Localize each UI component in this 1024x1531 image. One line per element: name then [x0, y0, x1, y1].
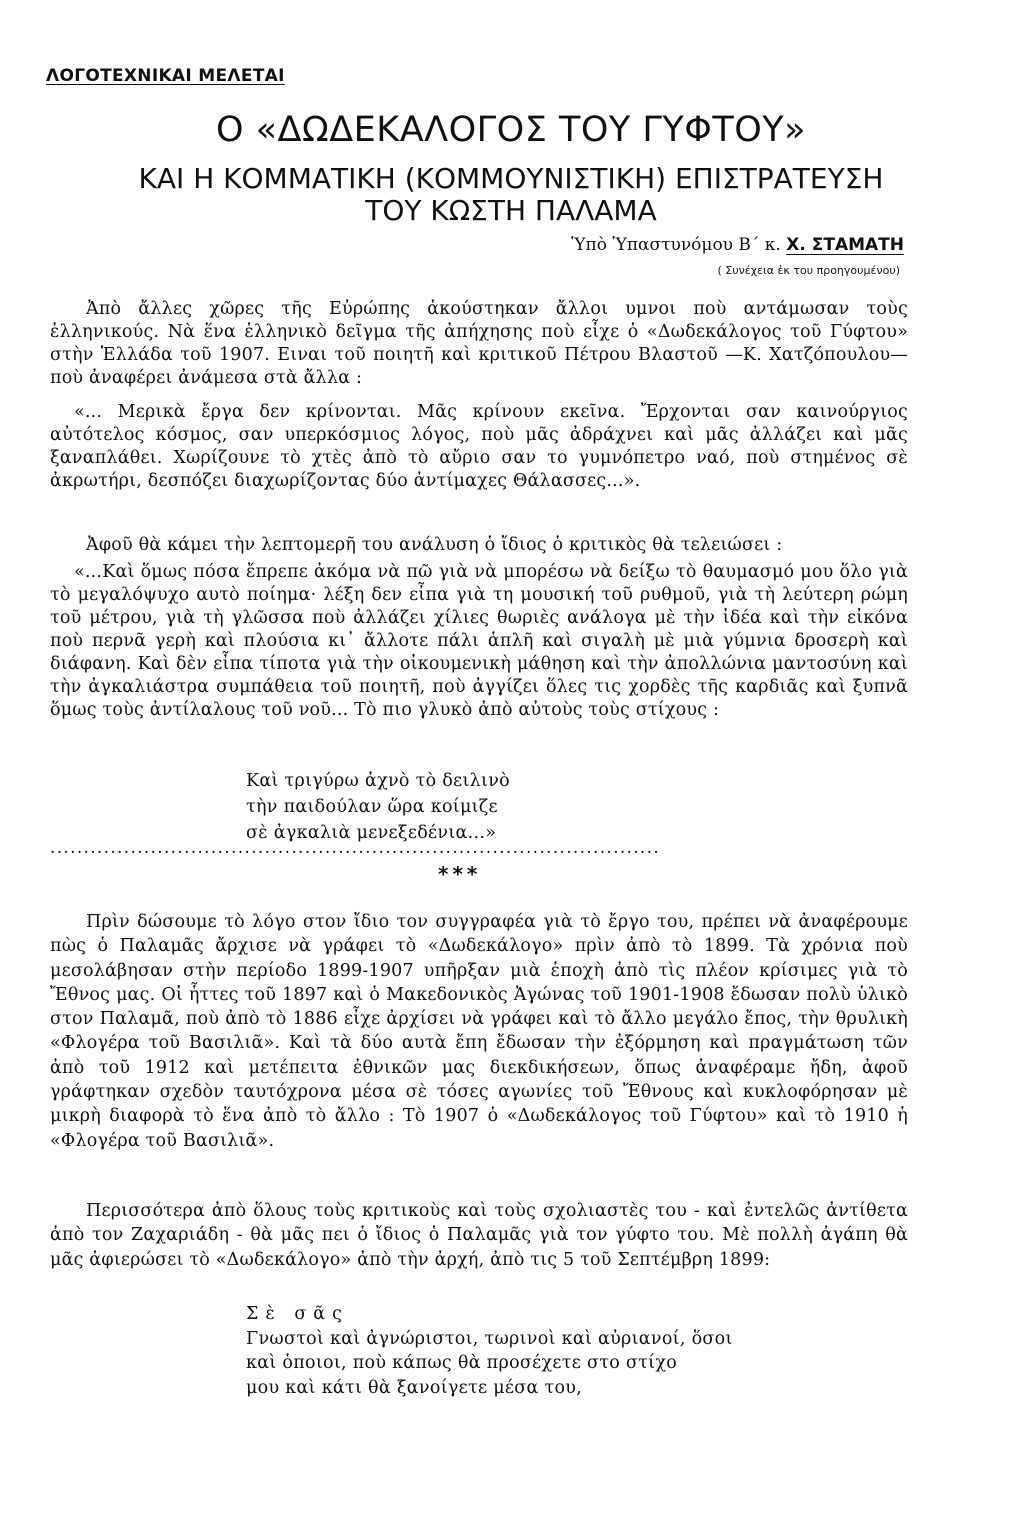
article-subtitle-line2: ΤΟΥ ΚΩΣΤΗ ΠΑΛΑΜΑ [365, 194, 657, 227]
paragraph-1: Ἀπὸ ἄλλες χῶρες τῆς Εὐρώπης ἀκούστηκαν ἄλλοι υμνοι ποὺ αντάμωσαν τοὺς ἑλληνικούς. Νὰ ἕνα ἑλληνικὸ δεῖγμα τῆς ἀπήχησης ποὺ εἶχε ὁ «Δωδεκάλογος τοῦ Γύφτου» στὴν Ἑλλάδα τοῦ 1907. Ειναι τοῦ ποιητῆ καὶ κριτικοῦ Πέτρου Βλαστοῦ —Κ. Χατζόπουλου—ποὺ ἀναφέρει ἀνάμεσα στὰ ἄλλα : [50, 299, 908, 388]
author-prefix: Ὑπὸ Ὑπαστυνόμου Β΄ κ. [571, 235, 787, 255]
verse-line: Καὶ τριγύρω ἀχνὸ τὸ δειλινὸ [246, 771, 510, 791]
verse-line: τὴν παιδούλαν ὥρα κοίμιζε [246, 797, 498, 817]
author-name: Χ. ΣΤΑΜΑΤΗ [786, 235, 904, 255]
verse-line: μου καὶ κάτι θὰ ξανοίγετε μέσα του, [246, 1377, 583, 1398]
continued-note: ( Συνέχεια ἐκ του προηγουμένου) [717, 264, 900, 277]
article-title: Ο «ΔΩΔΕΚΑΛΟΓΟΣ ΤΟΥ ΓΥΦΤΟΥ» [215, 110, 807, 150]
dedication-title: Σὲ σᾶς [246, 1304, 349, 1324]
verse-line: καὶ ὁποιοι, ποὺ κάπως θὰ προσέχετε στο στίχο [246, 1353, 678, 1373]
paragraph-4: Περισσότερα ἀπὸ ὅλους τοὺς κριτικοὺς καὶ τοὺς σχολιαστὲς του - καὶ ἐντελῶς ἀντίθετα ἀπὸ τον Ζαχαριάδη - θὰ μᾶς πει ὁ ἴδιος ὁ Παλαμᾶς γιὰ τον γύφτο του. Μὲ πολλὴ ἀγάπη θὰ μᾶς ἀφιερώσει τὸ «Δωδεκάλογο» ἀπὸ τὴν ἀρχή, ἀπὸ τις 5 τοῦ Σεπτέμβρη 1899: [50, 1201, 908, 1270]
author-byline [571, 235, 904, 255]
verse-block-2 [246, 1302, 733, 1400]
article-subtitle-line1: ΚΑΙ Η ΚΟΜΜΑΤΙΚΗ (ΚΟΜΜΟΥΝΙΣΤΙΚΗ) ΕΠΙΣΤΡΑΤΕΥΣΗ [138, 162, 884, 195]
quote-paragraph-1: «... Μερικὰ ἔργα δεν κρίνονται. Μᾶς κρίνουν εκεῖνα. Ἔρχονται σαν καινούργιος αὐτότελος κόσμος, σαν υπερκόσμιος λόγος, ποὺ μᾶς ἀδράχνει καὶ μᾶς ἀλλάζει καὶ μᾶς ξαναπλάθει. Χωρίζουνε τὸ χτὲς ἀπὸ τὸ αὔριο σαν το γυμνόπετρο ναό, ποὺ στημένος σὲ ἀκρωτήρι, δεσπόζει διαχωρίζοντας δύο ἀντίμαχες Θάλασσες...». [50, 402, 908, 491]
paragraph-2: Ἀφοῦ θὰ κάμει τὴν λεπτομερῆ του ανάλυση ὁ ἴδιος ὁ κριτικὸς θὰ τελειώσει : [86, 535, 783, 555]
dotted-separator: ........................................................................................... [50, 838, 661, 858]
asterism-separator: * * * [438, 862, 478, 886]
section-label: ΛΟΓΟΤΕΧΝΙΚΑΙ ΜΕΛΕΤΑΙ [46, 66, 285, 86]
verse-block-1 [246, 768, 510, 846]
paragraph-3: Πρὶν δώσουμε τὸ λόγο στον ἴδιο τον συγγραφέα γιὰ τὸ ἔργο του, πρέπει νὰ ἀναφέρουμε πὼς ὁ Παλαμᾶς ἄρχισε νὰ γράφει τὸ «Δωδεκάλογο» πρὶν ἀπὸ τὸ 1899. Τὰ χρόνια ποὺ μεσολάβησαν στὴν περίοδο 1899-1907 υπῆρξαν μιὰ ἐποχὴ ἀπὸ τὶς πλέον κρίσιμες γιὰ τὸ Ἔθνος μας. Οἱ ἧττες τοῦ 1897 καὶ ὁ Μακεδονικὸς Ἀγώνας τοῦ 1901-1908 ἔδωσαν πολὺ ὑλικὸ στον Παλαμᾶ, ποὺ ἀπὸ τὸ 1886 εἶχε ἀρχίσει νὰ γράφει καὶ τὸ ἄλλο μεγάλο ἔπος, τὴν θρυλικὴ «Φλογέρα τοῦ Βασιλιᾶ». Καὶ τὰ δύο αυτὰ ἔπη ἔδωσαν τὴν ἐξόρμηση καὶ πραγμάτωση τῶν ἀπὸ τοῦ 1912 καὶ μετέπειτα ἐθνικῶν μας διεκδικήσεων, ὅπως ἀναφέραμε ἤδη, ἀφοῦ γράφτηκαν σχεδὸν ταυτόχρονα μέσα σὲ τόσες αγωνίες τοῦ Ἔθνους καὶ κυκλοφόρησαν μὲ μικρὴ διαφορὰ τὸ ἕνα ἀπὸ τὸ ἄλλο : Τὸ 1907 ὁ «Δωδεκάλογος τοῦ Γύφτου» καὶ τὸ 1910 ἡ «Φλογέρα τοῦ Βασιλιᾶ». [50, 912, 908, 1151]
quote-paragraph-2: «...Καὶ ὅμως πόσα ἔπρεπε ἀκόμα νὰ πῶ γιὰ νὰ μπορέσω νὰ δείξω τὸ θαυμασμό μου ὅλο γιὰ τὸ μεγαλόψυχο αυτὸ ποίημα· λέξη δεν εἶπα γιὰ τη μουσική τοῦ ρυθμοῦ, γιὰ τὴ λεύτερη ρώμη τοῦ μέτρου, γιὰ τὴ γλῶσσα ποὺ ἀλλάζει χίλιες θωριὲς ανάλογα μὲ τὴν ἰδέα καὶ τὴν εἰκόνα ποὺ περνᾶ γερὴ καὶ πλούσια κι᾽ ἄλλοτε πάλι ἁπλῆ καὶ σιγαλὴ μὲ μιὰ γύμνια δροσερὴ καὶ διάφανη. Καὶ δὲν εἶπα τίποτα γιὰ τὴν οἰκουμενικὴ μάθηση καὶ τὴν ἀπολλώνια μαντοσύνη καὶ τὴν ἀγκαλιάστρα συμπάθεια τοῦ ποιητῆ, ποὺ ἀγγίζει ὅλες τις χορδὲς τῆς καρδιᾶς καὶ ξυπνᾶ ὅμως τοὺς ἀντίλαλους τοῦ νοῦ... Τὸ πιο γλυκὸ ἀπὸ αὐτοὺς τοὺς στίχους : [50, 562, 908, 720]
verse-line: Γνωστοὶ καὶ ἀγνώριστοι, τωρινοὶ καὶ αὐριανοί, ὅσοι [246, 1328, 733, 1349]
verse-line: σὲ ἀγκαλιὰ μενεξεδένια...» [246, 823, 497, 843]
